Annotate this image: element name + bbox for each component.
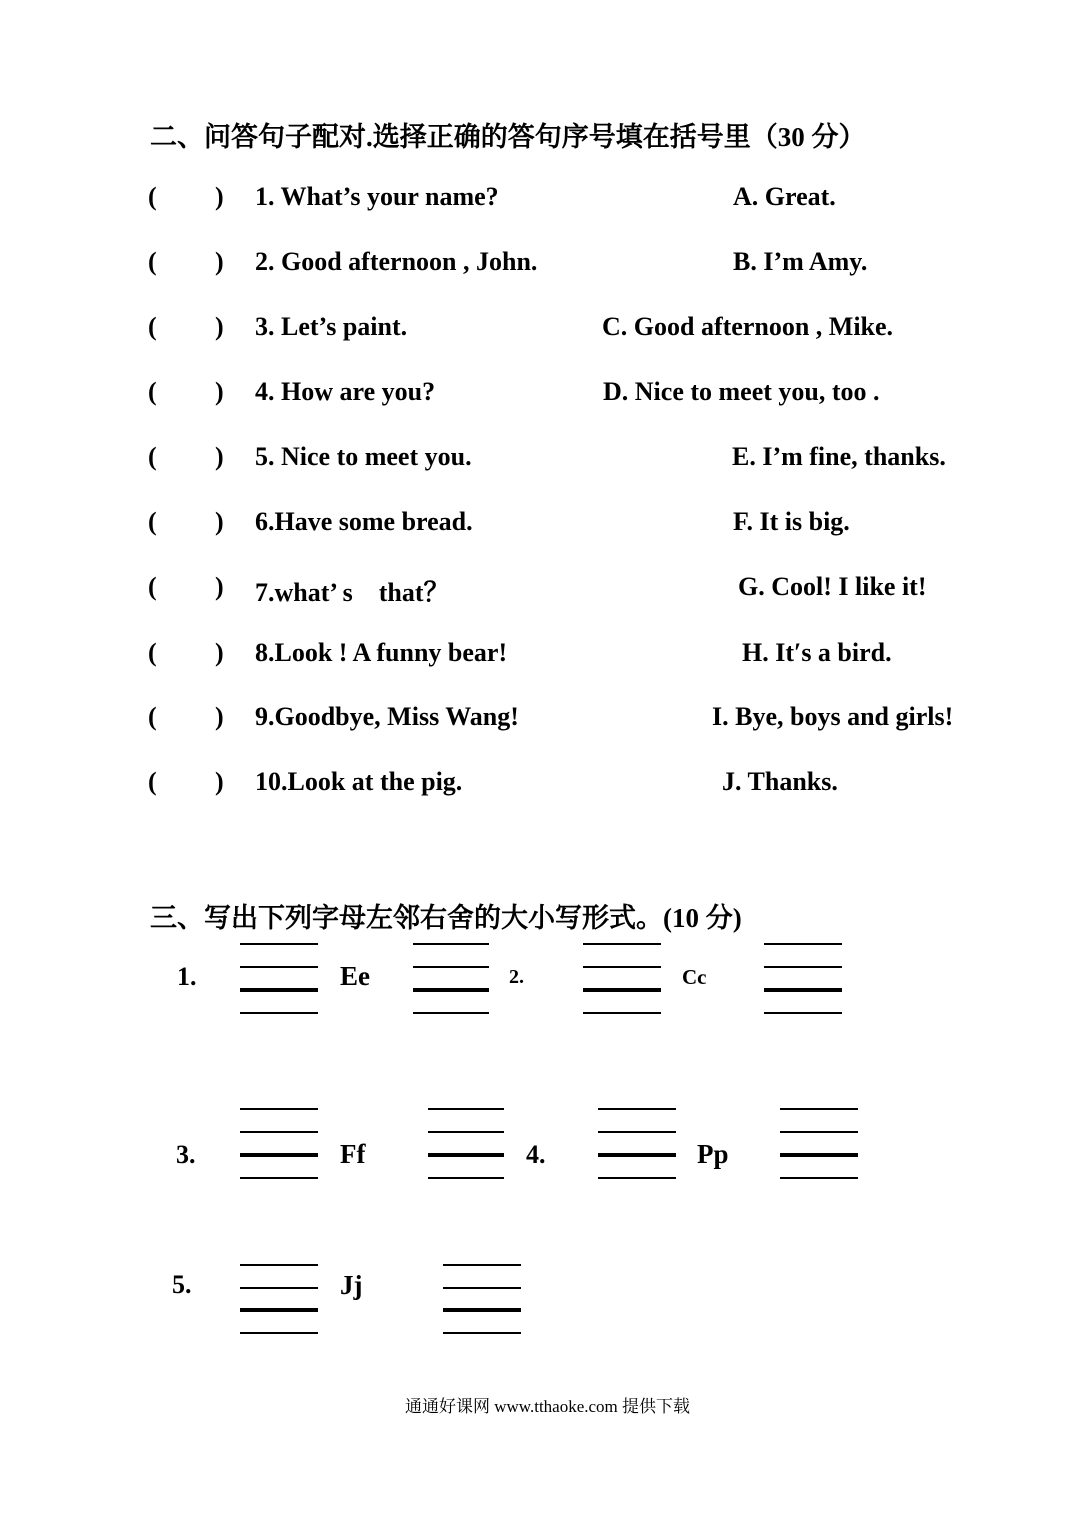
writing-line [413, 1012, 489, 1014]
question-10: 10.Look at the pig. [255, 767, 463, 796]
writing-line [240, 1287, 318, 1289]
writing-line [764, 1012, 842, 1014]
answer-blank-open[interactable]: ( [148, 247, 157, 276]
answer-C: C. Good afternoon , Mike. [602, 312, 894, 341]
writing-line [428, 1131, 504, 1133]
answer-B: B. I’m Amy. [733, 247, 868, 276]
section2-title: 二、问答句子配对.选择正确的答句序号填在括号里（30 分） [150, 122, 866, 152]
writing-line [764, 988, 842, 992]
group-number-4: 4. [526, 1140, 546, 1169]
writing-line [583, 988, 661, 992]
answer-blank-close: ) [215, 767, 224, 796]
answer-A: A. Great. [733, 182, 836, 211]
group-number-3: 3. [176, 1140, 196, 1169]
writing-line [428, 1108, 504, 1110]
writing-line [240, 1177, 318, 1179]
answer-blank-open[interactable]: ( [148, 638, 157, 667]
writing-line [240, 1308, 318, 1312]
answer-blank-close: ) [215, 702, 224, 731]
answer-blank-open[interactable]: ( [148, 702, 157, 731]
writing-line [583, 943, 661, 945]
question-4: 4. How are you? [255, 377, 436, 406]
writing-line [240, 1108, 318, 1110]
writing-line [443, 1332, 521, 1334]
writing-line [240, 1264, 318, 1266]
answer-G: G. Cool! I like it! [738, 572, 927, 601]
answer-F: F. It is big. [733, 507, 850, 536]
letter-pair-1: Ee [340, 961, 370, 991]
writing-line [598, 1131, 676, 1133]
writing-line [780, 1108, 858, 1110]
writing-line [413, 943, 489, 945]
group-number-1: 1. [177, 962, 197, 991]
section3-title: 三、写出下列字母左邻右舍的大小写形式。(10 分) [150, 903, 742, 933]
question-9: 9.Goodbye, Miss Wang! [255, 702, 519, 731]
writing-line [240, 1131, 318, 1133]
answer-blank-open[interactable]: ( [148, 377, 157, 406]
writing-line [598, 1177, 676, 1179]
writing-line [780, 1131, 858, 1133]
answer-blank-open[interactable]: ( [148, 312, 157, 341]
question-8: 8.Look ! A funny bear! [255, 638, 508, 667]
answer-blank-close: ) [215, 507, 224, 536]
group-number-5: 5. [172, 1270, 192, 1299]
writing-line [240, 966, 318, 968]
letter-pair-4: Pp [697, 1139, 729, 1169]
writing-line [443, 1287, 521, 1289]
letter-pair-2: Cc [682, 965, 707, 989]
answer-blank-close: ) [215, 572, 224, 601]
answer-blank-open[interactable]: ( [148, 572, 157, 601]
writing-line [764, 966, 842, 968]
letter-pair-3: Ff [340, 1139, 366, 1169]
writing-line [413, 988, 489, 992]
writing-line [583, 966, 661, 968]
writing-line [413, 966, 489, 968]
writing-line [428, 1153, 504, 1157]
answer-J: J. Thanks. [722, 767, 838, 796]
writing-line [598, 1108, 676, 1110]
writing-line [598, 1153, 676, 1157]
question-2: 2. Good afternoon , John. [255, 247, 538, 276]
question-3: 3. Let’s paint. [255, 312, 408, 341]
answer-blank-close: ) [215, 247, 224, 276]
answer-blank-open[interactable]: ( [148, 442, 157, 471]
answer-blank-close: ) [215, 182, 224, 211]
group-number-2: 2. [509, 966, 524, 988]
answer-blank-open[interactable]: ( [148, 182, 157, 211]
answer-blank-open[interactable]: ( [148, 767, 157, 796]
writing-line [583, 1012, 661, 1014]
writing-line [780, 1153, 858, 1157]
answer-blank-close: ) [215, 638, 224, 667]
answer-E: E. I’m fine, thanks. [732, 442, 946, 471]
writing-line [240, 1153, 318, 1157]
question-1: 1. What’s your name? [255, 182, 499, 211]
footer-text: 通通好课网 www.tthaoke.com 提供下载 [405, 1397, 691, 1416]
writing-line [428, 1177, 504, 1179]
writing-line [240, 1332, 318, 1334]
writing-line [240, 988, 318, 992]
answer-blank-close: ) [215, 377, 224, 406]
writing-line [240, 1012, 318, 1014]
question-7: 7.what’ s that？ [255, 578, 450, 607]
writing-line [443, 1264, 521, 1266]
writing-line [764, 943, 842, 945]
writing-line [443, 1308, 521, 1312]
writing-line [780, 1177, 858, 1179]
question-6: 6.Have some bread. [255, 507, 473, 536]
answer-D: D. Nice to meet you, too . [603, 377, 880, 406]
letter-pair-5: Jj [340, 1270, 363, 1300]
question-5: 5. Nice to meet you. [255, 442, 472, 471]
answer-I: I. Bye, boys and girls! [712, 702, 954, 731]
answer-H: H. It′s a bird. [742, 638, 892, 667]
answer-blank-open[interactable]: ( [148, 507, 157, 536]
answer-blank-close: ) [215, 442, 224, 471]
answer-blank-close: ) [215, 312, 224, 341]
writing-line [240, 943, 318, 945]
